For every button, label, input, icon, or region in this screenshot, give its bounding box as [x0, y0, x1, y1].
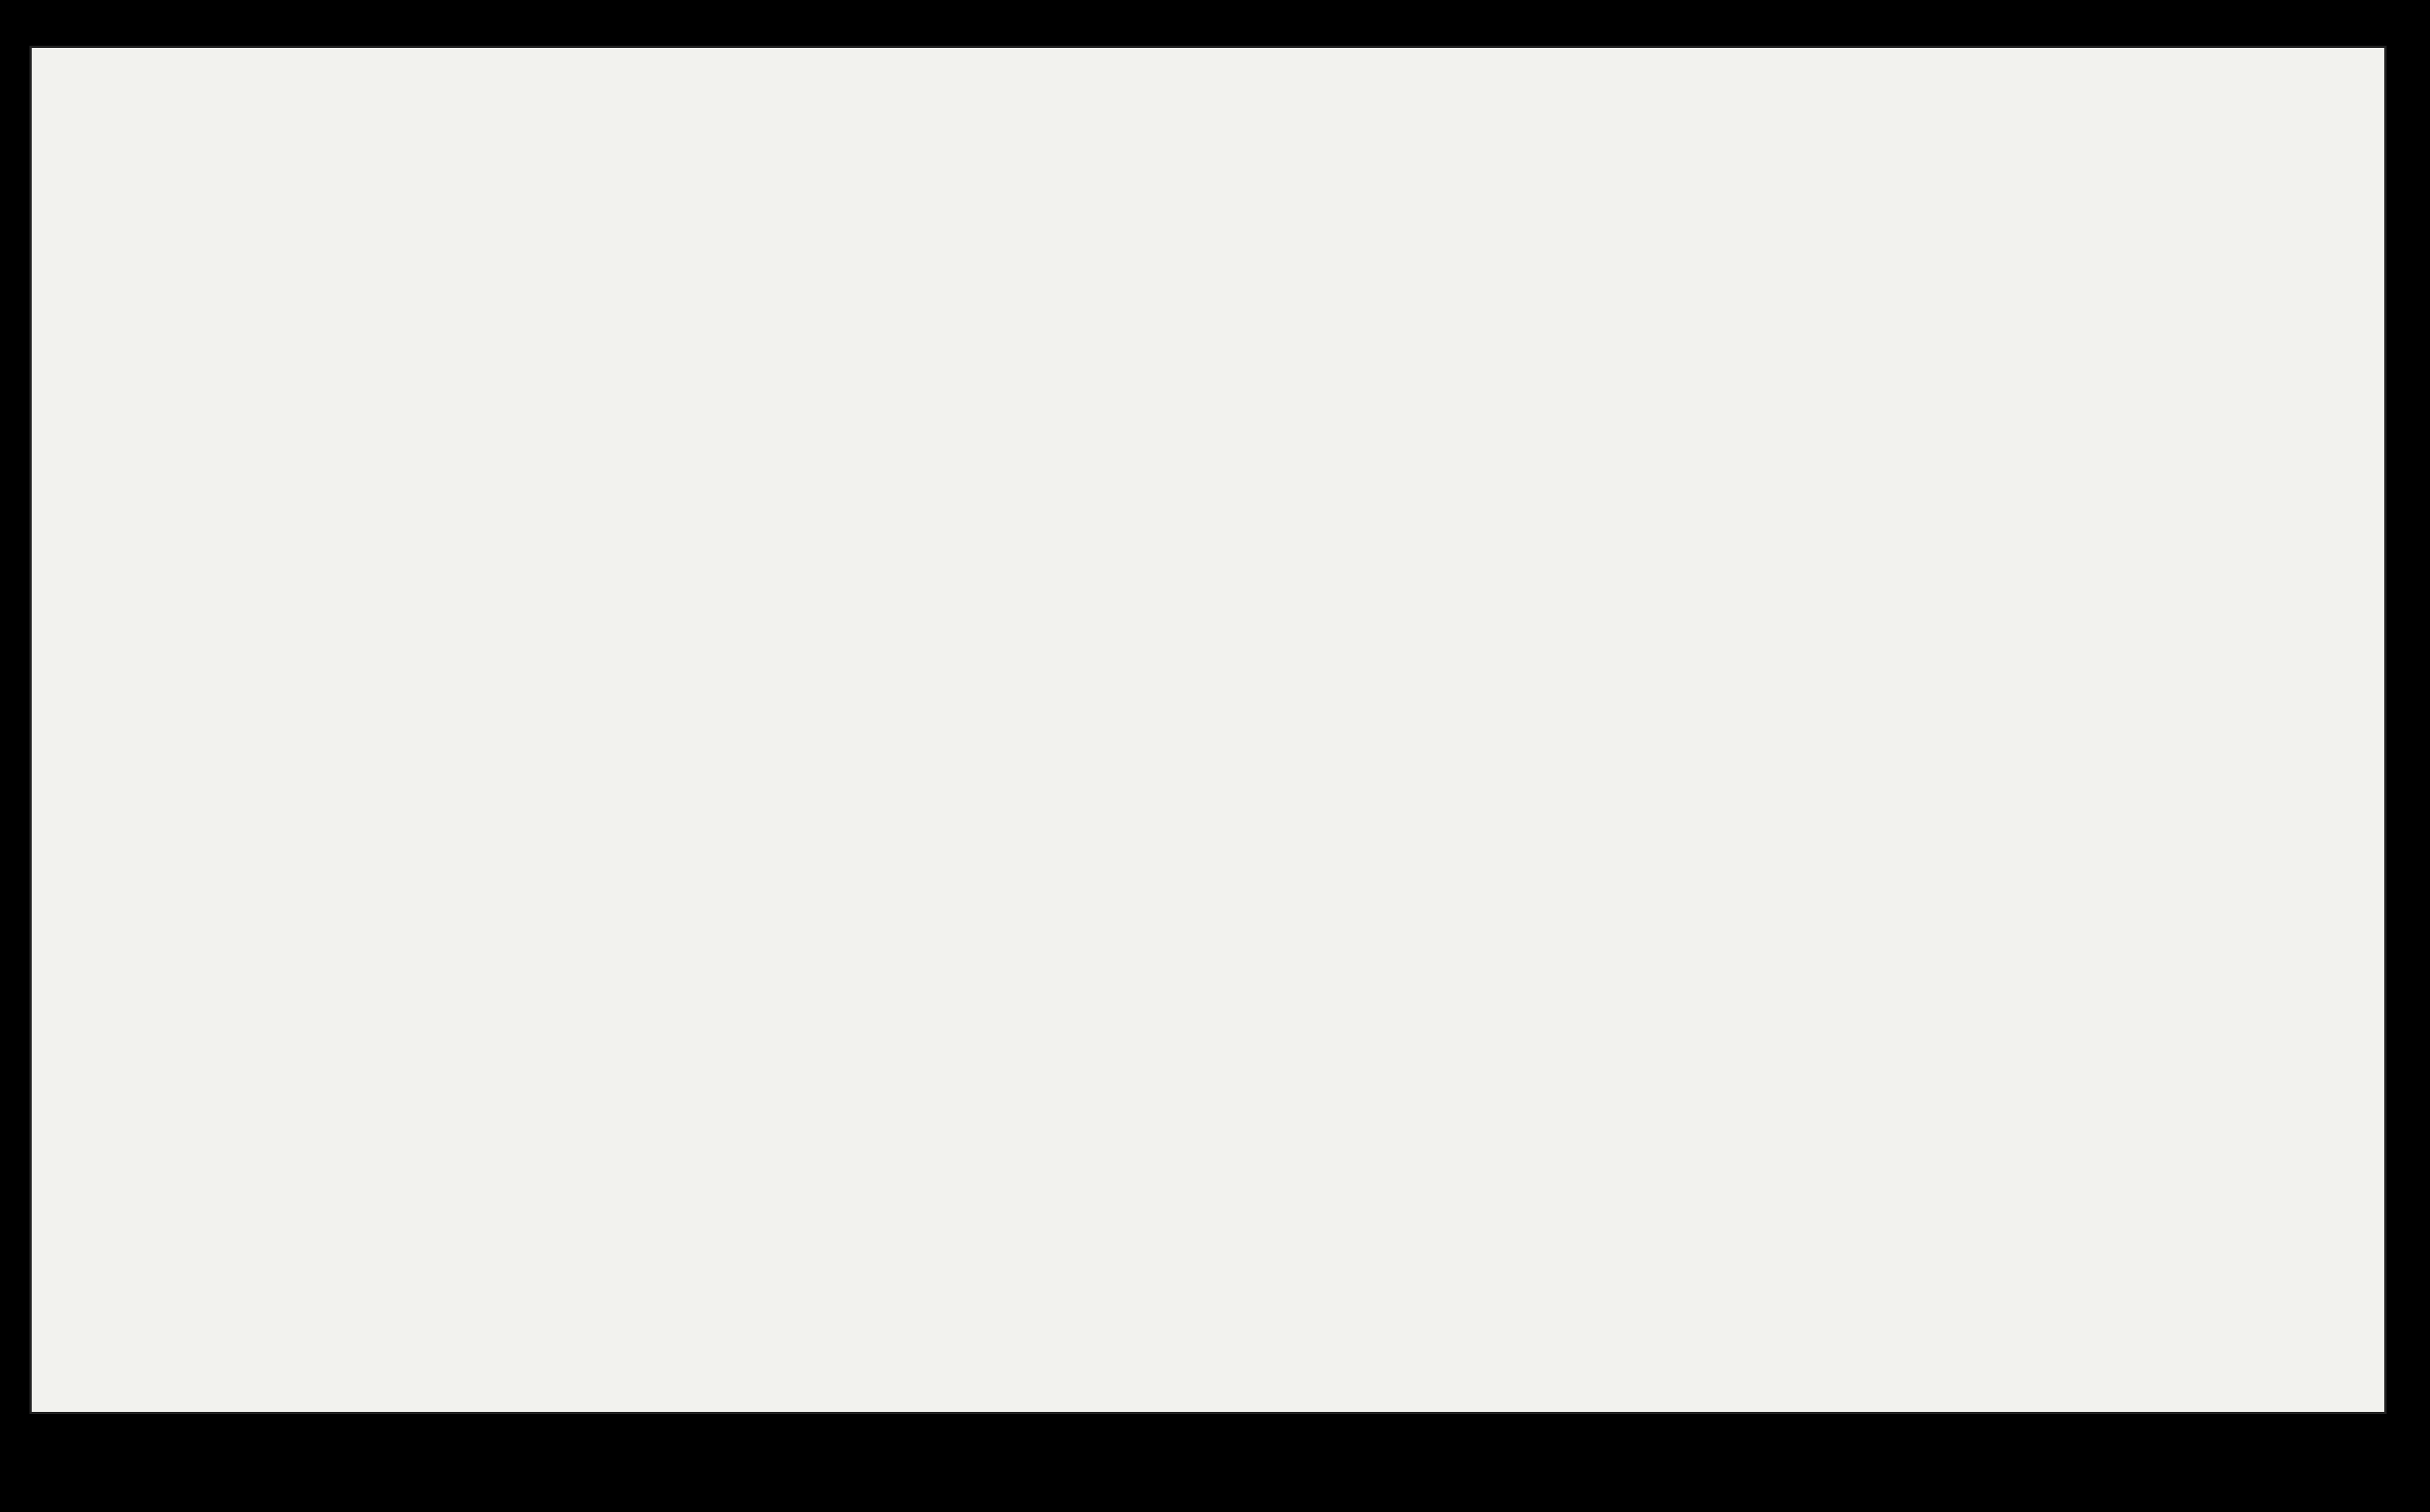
- census-card: [29, 46, 2387, 1414]
